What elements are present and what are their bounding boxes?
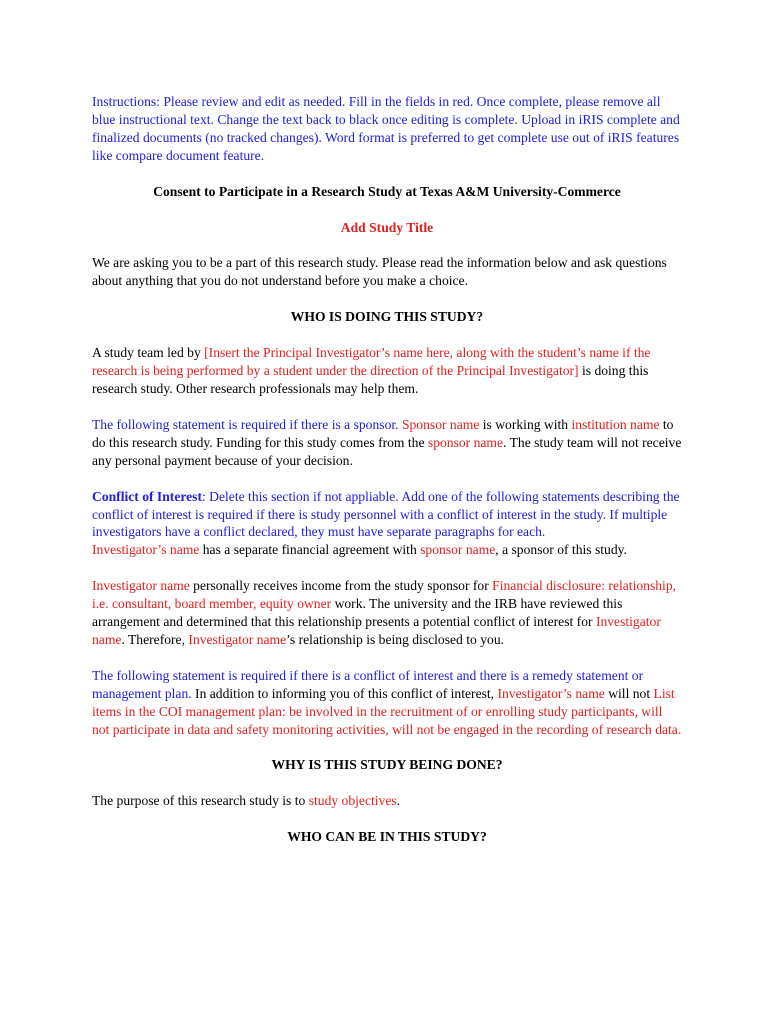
income-text-3: . Therefore, [121,631,189,647]
remedy-text-2: will not [604,685,654,701]
consent-heading: Consent to Participate in a Research Study at Texas A&M University-Commerce [153,183,621,199]
remedy-investigator-field: Investigator’s name [497,685,605,701]
who-can-heading: WHO CAN BE IN THIS STUDY? [287,829,487,845]
income-investigator-field-3: Investigator name [188,631,287,647]
sponsor-name-field-2: sponsor name [427,434,504,450]
who-text-2: is doing this research study. Other research professionals may help them. [92,363,649,396]
income-paragraph [92,577,682,649]
sponsor-text-2: to do this research study. Funding for this study comes from the [92,416,674,450]
income-text-4: ’s relationship is being disclosed to you. [286,631,505,647]
coi-instruction-text: : Delete this section if not appliable. Add one of the following statements describing the conflict of interest is required if there is study personnel with a conflict of interest in the study. If multiple investigators have a conflict declared, they must have separate paragraphs for each. [92,488,680,540]
purpose-text-1: The purpose of this research study is to [92,793,309,809]
sponsor-name-field: Sponsor name [401,416,480,432]
study-title: Add Study Title [340,219,434,235]
coi-text-1: has a separate financial agreement with [199,542,421,558]
institution-name-field: institution name [571,416,660,432]
study-objectives-field: study objectives [308,793,397,809]
coi-label: Conflict of Interest [92,488,202,504]
coi-management-plan-field: List items in the COI management plan: be involved in the recruitment of or enrolling study participants, will not participate in data and safety monitoring activities, will not be engaged in the recording of research data. [92,685,682,737]
instructions-text: Instructions: Please review and edit as needed. Fill in the fields in red. Once complete, please remove all blue instructional text. Change the text back to black once editing is complete. Upload in iRIS complete and finalized documents (no tracked changes). Word format is preferred to get complete use out of iRIS features like compare document feature. [92,94,680,163]
who-heading: WHO IS DOING THIS STUDY? [290,309,484,325]
coi-investigator-field: Investigator’s name [92,542,200,558]
remedy-paragraph [92,667,682,739]
document-page [92,93,682,864]
remedy-text-1: In addition to informing you of this conflict of interest, [191,685,498,701]
sponsor-text-1: is working with [479,416,572,432]
sponsor-instruction: The following statement is required if there is a sponsor. [92,416,402,432]
sponsor-text-3: . The study team will not receive any personal payment because of your decision. [92,434,682,468]
why-heading: WHY IS THIS STUDY BEING DONE? [271,757,503,773]
intro-paragraph: We are asking you to be a part of this research study. Please read the information below and ask questions about anything that you do not understand before you make a choice. [92,255,667,289]
financial-disclosure-field: Financial disclosure: relationship, i.e. consultant, board member, equity owner [92,578,677,612]
purpose-paragraph [92,792,682,810]
coi-text-2: , a sponsor of this study. [495,542,627,558]
pi-name-field: [Insert the Principal Investigator’s name here, along with the student’s name if the research is being performed by a student under the direction of the Principal Investigator] [92,345,651,379]
who-text-1: A study team led by [92,345,205,361]
income-investigator-field-2: Investigator name [92,614,661,647]
purpose-text-2: . [396,793,401,809]
who-paragraph [92,344,682,398]
coi-sponsor-field: sponsor name [420,542,496,558]
income-investigator-field: Investigator name [92,578,190,594]
remedy-instruction: The following statement is required if there is a conflict of interest and there is a remedy statement or management plan. [92,667,644,701]
coi-paragraph [92,488,682,560]
income-text-1: personally receives income from the study sponsor for [189,578,493,594]
coi-instruction [92,489,680,540]
income-text-2: work. The university and the IRB have reviewed this arrangement and determined that this relationship presents a potential conflict of interest for [92,596,623,630]
sponsor-paragraph [92,416,682,470]
